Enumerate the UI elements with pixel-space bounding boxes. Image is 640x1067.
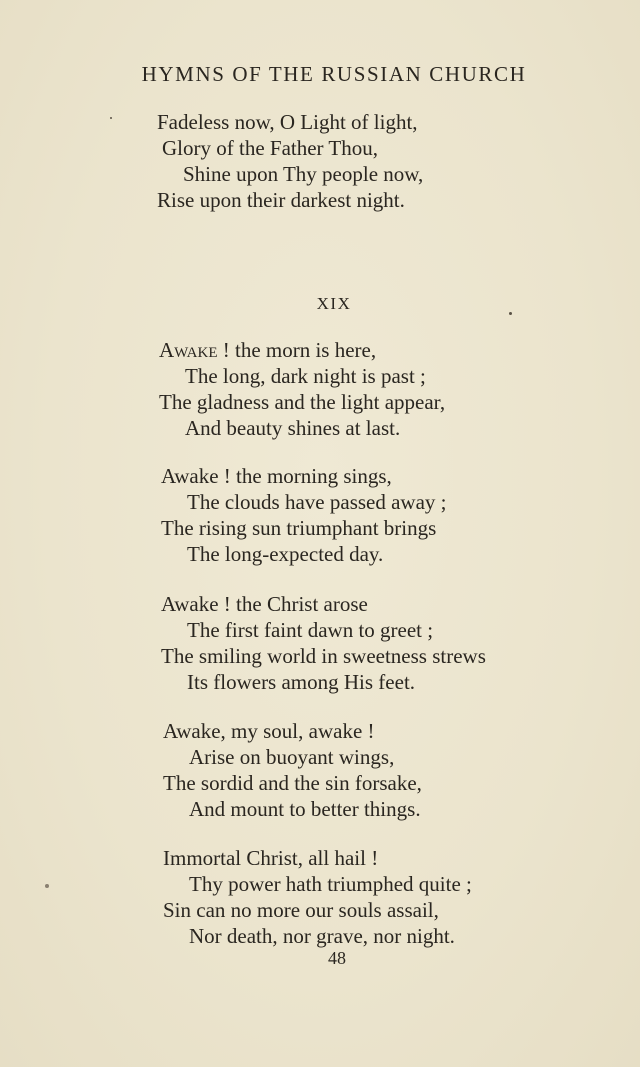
verse-line: Sin can no more our souls assail, bbox=[163, 898, 439, 922]
stanza-3 bbox=[161, 591, 486, 695]
running-head: HYMNS OF THE RUSSIAN CHURCH bbox=[141, 62, 527, 86]
verse-line: Awake ! the Christ arose bbox=[161, 592, 368, 616]
verse-line: The smiling world in sweetness strews bbox=[161, 644, 486, 668]
verse-line: Thy power hath triumphed quite ; bbox=[189, 872, 472, 896]
verse-line: And beauty shines at last. bbox=[185, 416, 401, 440]
verse-line: The long, dark night is past ; bbox=[185, 364, 426, 388]
verse-line-rest: ! the morn is here, bbox=[222, 338, 377, 362]
print-speck bbox=[45, 884, 49, 888]
hymn-number: XIX bbox=[316, 294, 352, 313]
verse-line: Fadeless now, O Light of light, bbox=[157, 110, 418, 134]
verse-line: Immortal Christ, all hail ! bbox=[163, 846, 379, 870]
verse-line: The clouds have passed away ; bbox=[187, 490, 447, 514]
verse-line: Nor death, nor grave, nor night. bbox=[189, 924, 455, 948]
verse-line: Its flowers among His feet. bbox=[187, 670, 416, 694]
stanza-4 bbox=[163, 718, 422, 822]
print-speck bbox=[110, 117, 112, 119]
verse-line: And mount to better things. bbox=[189, 797, 421, 821]
print-speck bbox=[509, 312, 512, 315]
verse-line: The first faint dawn to greet ; bbox=[187, 618, 434, 642]
verse-line: Glory of the Father Thou, bbox=[162, 136, 378, 160]
opening-stanza bbox=[157, 109, 423, 213]
page-number: 48 bbox=[328, 948, 346, 968]
verse-line: Awake ! the morning sings, bbox=[161, 464, 392, 488]
verse-line: Arise on buoyant wings, bbox=[189, 745, 395, 769]
verse-line: The rising sun triumphant brings bbox=[161, 516, 437, 540]
verse-line: Shine upon Thy people now, bbox=[183, 162, 424, 186]
stanza-5 bbox=[163, 845, 472, 949]
verse-line: The sordid and the sin forsake, bbox=[163, 771, 422, 795]
opening-word: Awake bbox=[159, 338, 218, 362]
verse-line bbox=[159, 337, 445, 363]
verse-line: Rise upon their darkest night. bbox=[157, 188, 405, 212]
verse-line: The gladness and the light appear, bbox=[159, 390, 446, 414]
verse-line: Awake, my soul, awake ! bbox=[163, 719, 375, 743]
stanza-1 bbox=[159, 337, 445, 441]
stanza-2 bbox=[161, 463, 447, 567]
verse-line: The long-expected day. bbox=[187, 542, 384, 566]
